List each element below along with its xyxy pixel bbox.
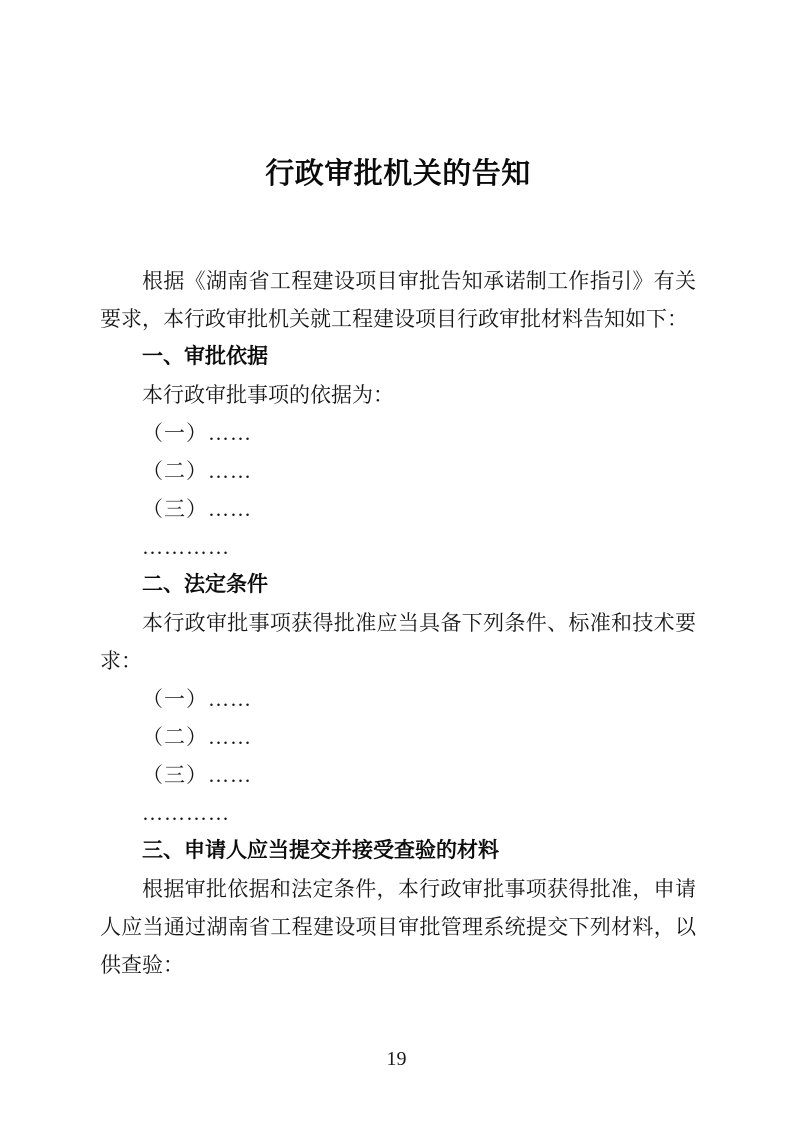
section-heading-2: 二、法定条件 bbox=[142, 573, 268, 596]
section-lead-1: 本行政审批事项的依据为： bbox=[142, 383, 394, 407]
ellipsis-line: ………… bbox=[142, 801, 230, 825]
list-item: （三）…… bbox=[142, 497, 252, 521]
document-content bbox=[100, 0, 696, 984]
list-item: （一）…… bbox=[142, 421, 252, 445]
section-heading-3: 三、申请人应当提交并接受查验的材料 bbox=[142, 839, 499, 862]
list-item: （三）…… bbox=[142, 763, 252, 787]
section-heading-1: 一、审批依据 bbox=[142, 345, 268, 368]
section-lead-3: 根据审批依据和法定条件，本行政审批事项获得批准，申请人应当通过湖南省工程建设项目审批管理系统提交下列材料，以供查验： bbox=[100, 877, 696, 977]
list-item: （二）…… bbox=[142, 459, 252, 483]
intro-paragraph: 根据《湖南省工程建设项目审批告知承诺制工作指引》有关要求，本行政审批机关就工程建设项目行政审批材料告知如下： bbox=[100, 269, 696, 331]
list-item: （二）…… bbox=[142, 725, 252, 749]
list-item: （一）…… bbox=[142, 687, 252, 711]
section-lead-2: 本行政审批事项获得批准应当具备下列条件、标准和技术要求： bbox=[100, 611, 696, 673]
page-number: 19 bbox=[386, 1048, 407, 1070]
ellipsis-line: ………… bbox=[142, 535, 230, 559]
page-title: 行政审批机关的告知 bbox=[265, 158, 531, 190]
